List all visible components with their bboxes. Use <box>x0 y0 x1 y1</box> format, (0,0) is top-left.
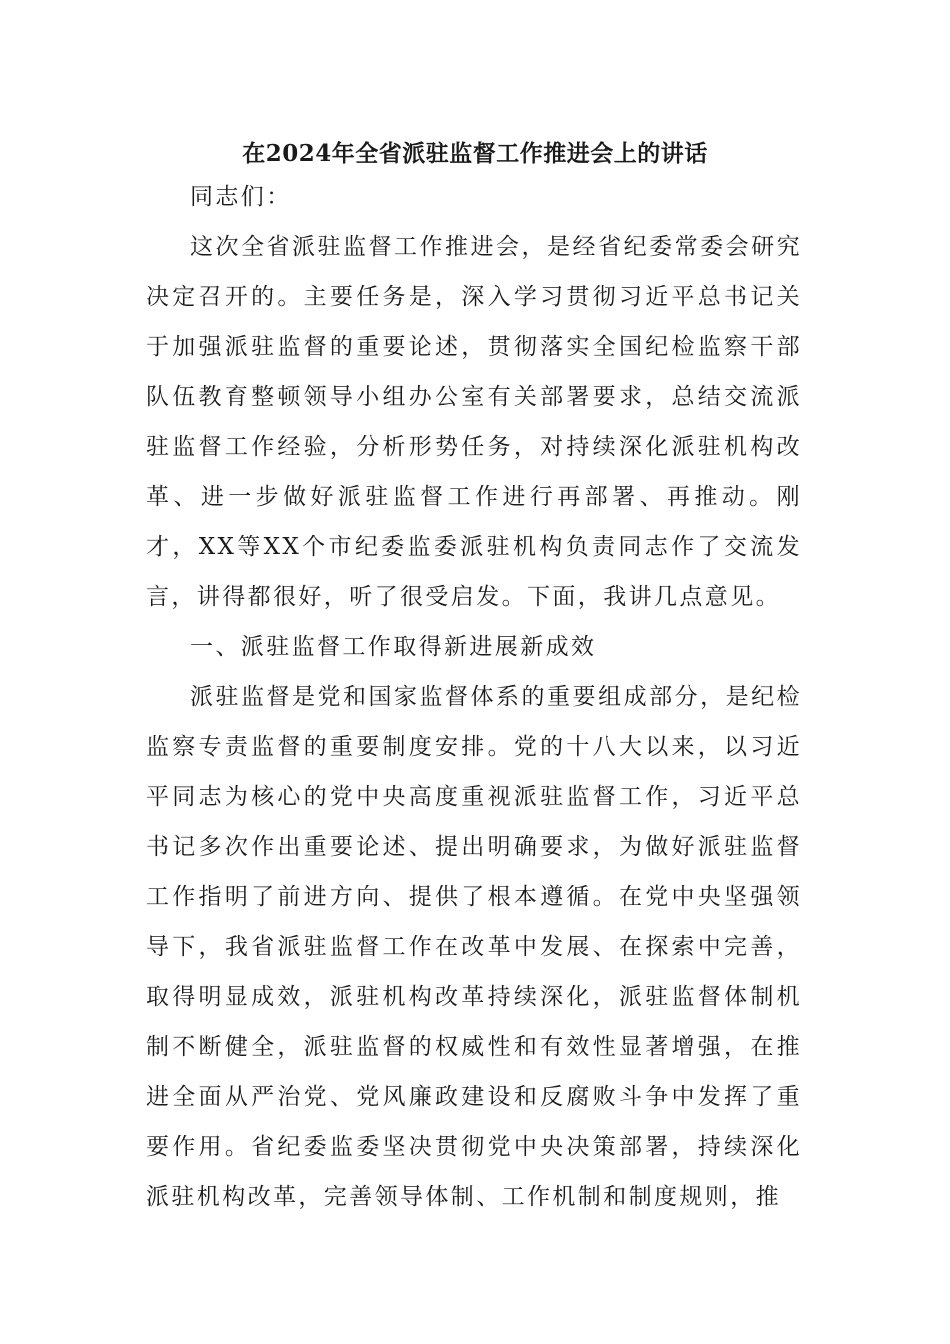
paragraph-intro: 这次全省派驻监督工作推进会，是经省纪委常委会研究决定召开的。主要任务是，深入学习贯彻习近平总书记关于加强派驻监督的重要论述，贯彻落实全国纪检监察干部队伍教育整顿领导小组办公室有关部署要求，总结交流派驻监督工作经验，分析形势任务，对持续深化派驻机构改革、进一步做好派驻监督工作进行再部署、再推动。刚才，XX等XX个市纪委监委派驻机构负责同志作了交流发言，讲得都很好，听了很受启发。下面，我讲几点意见。 <box>146 234 802 610</box>
paragraph-section-1: 派驻监督是党和国家监督体系的重要组成部分，是纪检监察专责监督的重要制度安排。党的十八大以来，以习近平同志为核心的党中央高度重视派驻监督工作，习近平总书记多次作出重要论述、提出明确要求，为做好派驻监督工作指明了前进方向、提供了根本遵循。在党中央坚强领导下，我省派驻监督工作在改革中发展、在探索中完善，取得明显成效，派驻机构改革持续深化，派驻监督体制机制不断健全，派驻监督的权威性和有效性显著增强，在推进全面从严治党、党风廉政建设和反腐败斗争中发挥了重要作用。省纪委监委坚决贯彻党中央决策部署，持续深化派驻机构改革，完善领导体制、工作机制和制度规则，推 <box>146 684 802 1210</box>
greeting-line: 同志们： <box>190 184 292 210</box>
document-body <box>146 172 802 1222</box>
document-title: 在2024年全省派驻监督工作推进会上的讲话 <box>242 140 708 167</box>
section-heading-1: 一、派驻监督工作取得新进展新成效 <box>190 634 597 660</box>
